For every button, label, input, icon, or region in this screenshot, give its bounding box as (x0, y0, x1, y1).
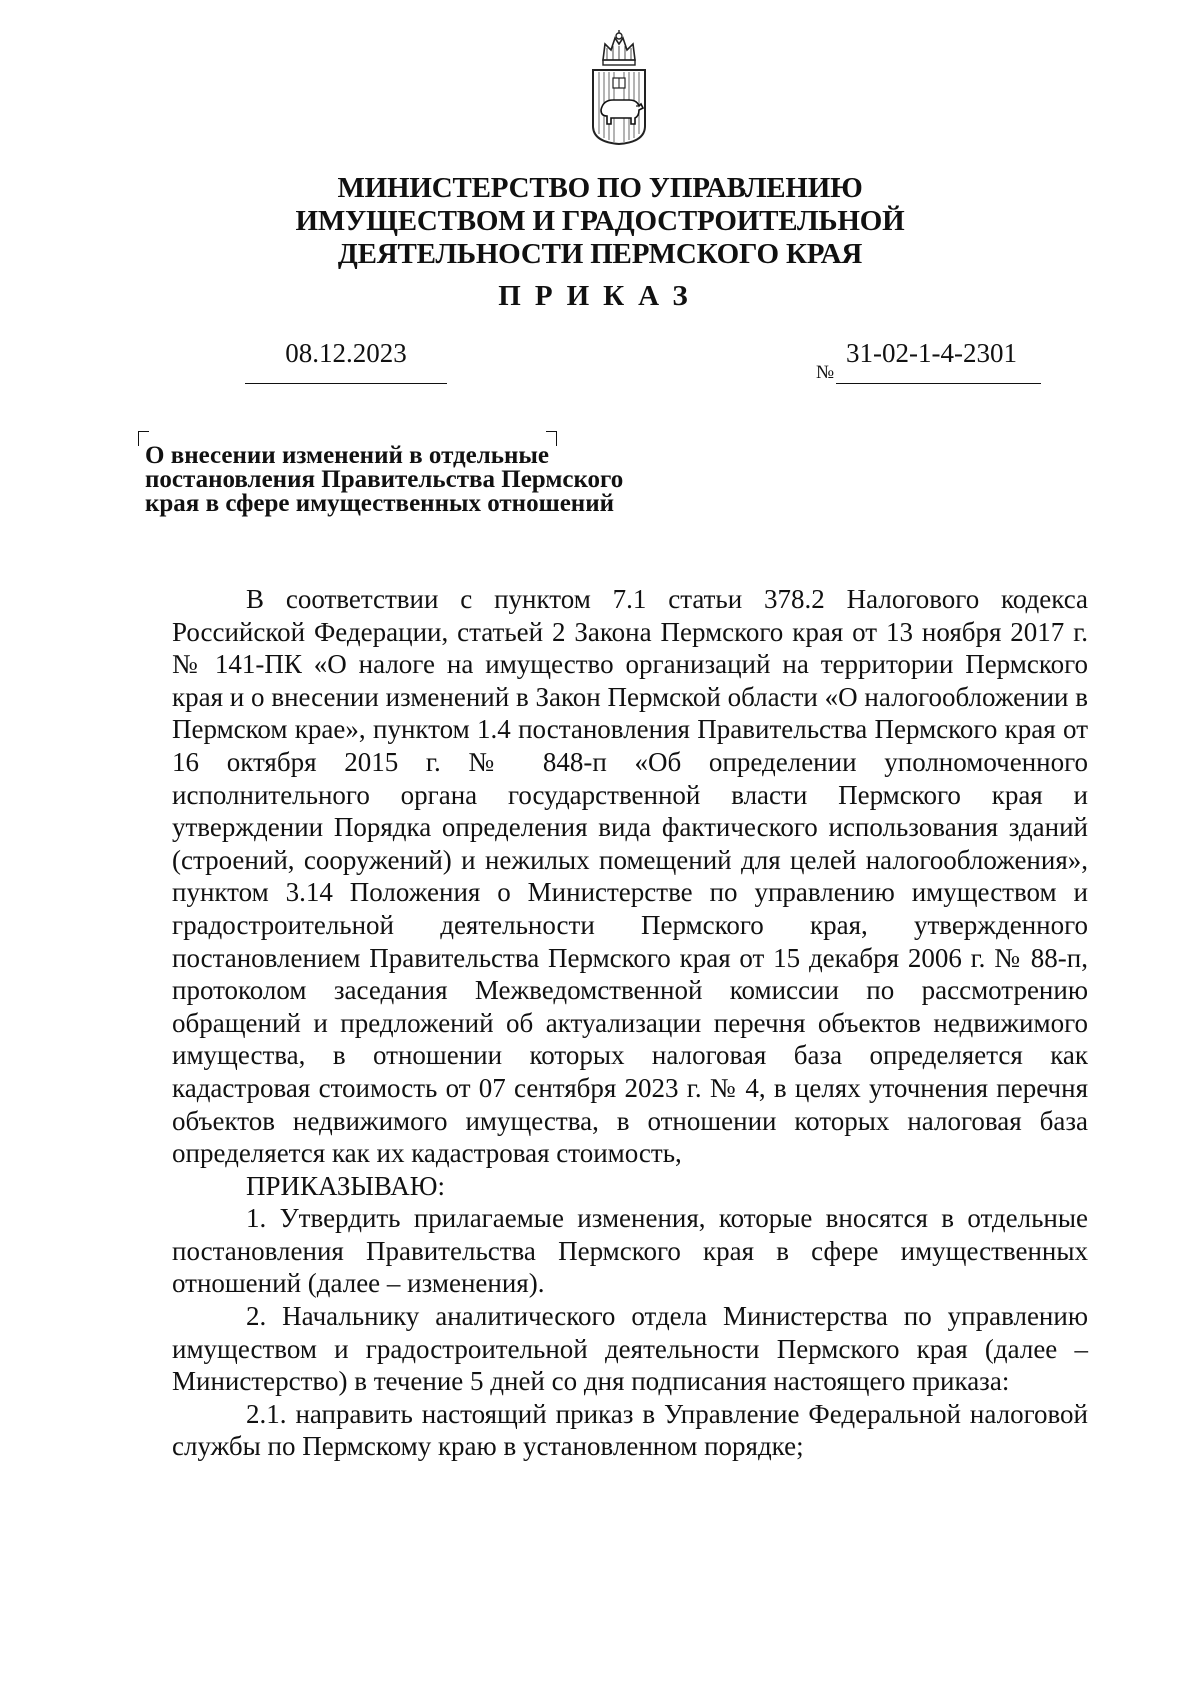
item-paragraph-1: 1. Утвердить прилагаемые изменения, которые вносятся в отдельные постановления Правительства Пермского края в сфере имущественных отношений (далее – изменения). (172, 1203, 1088, 1299)
order-date-field (245, 338, 447, 384)
number-underline (836, 383, 1041, 384)
order-subject (145, 444, 745, 516)
subject-line-2: постановления Правительства Пермского (145, 466, 624, 493)
item-paragraph-2-1: 2.1. направить настоящий приказ в Управление Федеральной налоговой службы по Пермскому краю в установленном порядке; (172, 1398, 1088, 1462)
order-body (172, 583, 1088, 1463)
ministry-name-line-1: МИНИСТЕРСТВО ПО УПРАВЛЕНИЮ (337, 172, 863, 204)
ministry-name-line-3: ДЕЯТЕЛЬНОСТИ ПЕРМСКОГО КРАЯ (337, 238, 863, 270)
document-type-title: ПРИКАЗ (498, 280, 702, 312)
number-sign: № (816, 362, 835, 383)
ministry-name (200, 172, 1000, 271)
order-date: 08.12.2023 (285, 338, 407, 368)
perm-krai-coat-of-arms-icon (589, 30, 649, 146)
order-number: 31-02-1-4-2301 (846, 338, 1017, 368)
date-underline (245, 383, 447, 384)
item-paragraph-2: 2. Начальнику аналитического отдела Министерства по управлению имуществом и градостроительной деятельности Пермского края (далее – Министерство) в течение 5 дней со дня подписания настоящего приказа: (172, 1301, 1088, 1397)
preamble-paragraph: В соответствии с пунктом 7.1 статьи 378.2 Налогового кодекса Российской Федерации, статьей 2 Закона Пермского края от 13 ноября 2017 г. № 141-ПК «О налоге на имущество организаций на территории Пермского края и о внесении изменений в Закон Пермской области «О налогообложении в Пермском крае», пунктом 1.4 постановления Правительства Пермского края от 16 октября 2015 г. № 848-п «Об определении уполномоченного исполнительного органа государственной власти Пермского края и утверждении Порядка определения вида фактического использования зданий (строений, сооружений) и нежилых помещений для целей налогообложения», пунктом 3.14 Положения о Министерстве по управлению имуществом и градостроительной деятельности Пермского края, утвержденного постановлением Правительства Пермского края от 15 декабря 2006 г. № 88-п, протоколом заседания Межведомственной комиссии по рассмотрению обращений и предложений об актуализации перечня объектов недвижимого имущества, в отношении которых налоговая база определяется как кадастровая стоимость от 07 сентября 2023 г. № 4, в целях уточнения перечня объектов недвижимого имущества, в отношении которых налоговая база определяется как их кадастровая стоимость, (172, 584, 1088, 1169)
order-number-field (816, 338, 1041, 384)
ministry-name-line-2: ИМУЩЕСТВОМ И ГРАДОСТРОИТЕЛЬНОЙ (295, 205, 905, 237)
subject-line-1: О внесении изменений в отдельные (145, 442, 550, 469)
order-word: ПРИКАЗЫВАЮ: (246, 1170, 445, 1201)
subject-line-3: края в сфере имущественных отношений (145, 490, 615, 517)
